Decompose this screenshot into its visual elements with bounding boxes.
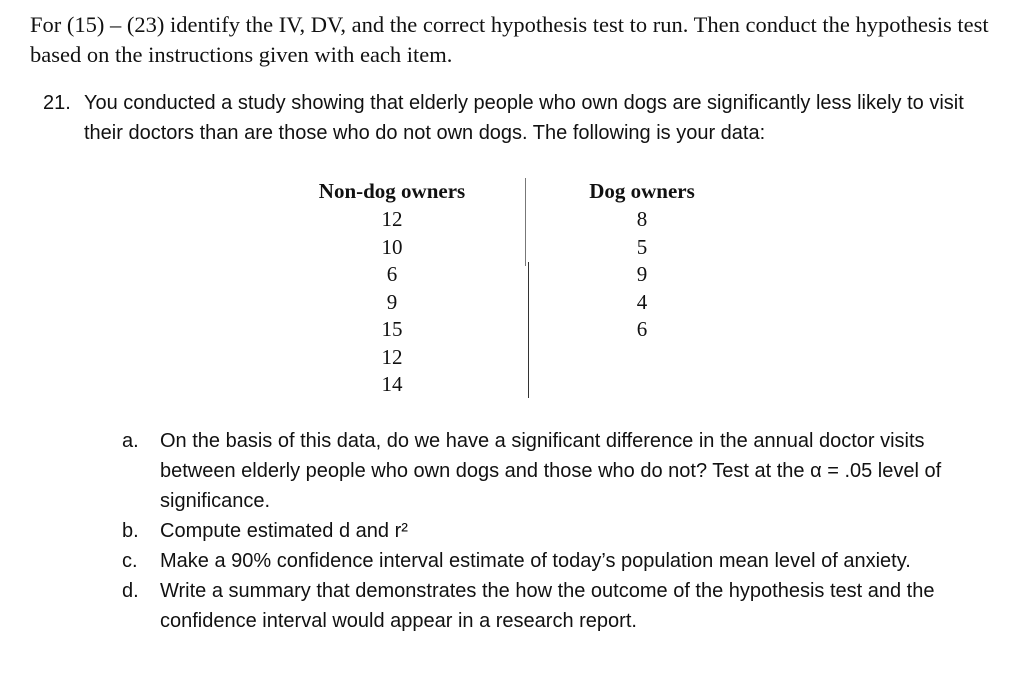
data-value: 14 <box>381 372 403 396</box>
part-letter: d. <box>122 580 139 602</box>
part-b <box>122 516 992 546</box>
part-letter: c. <box>122 550 138 572</box>
data-value: 12 <box>381 344 403 369</box>
column-divider <box>525 178 526 266</box>
part-c <box>122 546 992 576</box>
data-value: 9 <box>636 262 648 286</box>
column-divider <box>528 262 529 398</box>
data-value: 10 <box>381 234 403 259</box>
part-text: On the basis of this data, do we have a significant difference in the annual doctor visits between elderly people who own dogs and those who do not? Test at the α = .05 level of significance. <box>160 430 942 512</box>
question-parts <box>122 426 992 636</box>
part-d <box>122 576 992 636</box>
data-value: 4 <box>636 289 648 314</box>
data-table <box>280 176 740 401</box>
dog-owners-header: Dog owners <box>589 179 695 203</box>
problem-number: 21. <box>43 92 71 114</box>
non-dog-owners-header: Non-dog owners <box>318 179 466 203</box>
part-text: Make a 90% confidence interval estimate of today’s population mean level of anxiety. <box>160 550 911 572</box>
part-letter: b. <box>122 520 139 542</box>
problem-text: You conducted a study showing that elderly people who own dogs are significantly less likely to visit their doctors than are those who do not own dogs. The following is your data: <box>84 92 964 144</box>
part-letter: a. <box>122 430 139 452</box>
non-dog-owners-column <box>292 176 492 399</box>
part-text: Compute estimated d and r² <box>160 520 408 542</box>
data-value: 8 <box>636 207 648 231</box>
data-value: 6 <box>386 262 398 286</box>
data-value: 15 <box>381 317 403 341</box>
data-value: 9 <box>386 289 398 314</box>
data-value: 5 <box>636 234 648 259</box>
part-text: Write a summary that demonstrates the how the outcome of the hypothesis test and the confidence interval would appear in a research report. <box>160 580 935 632</box>
data-value: 6 <box>636 317 648 341</box>
dog-owners-column <box>542 176 742 344</box>
part-a <box>122 426 992 516</box>
problem-statement <box>43 88 978 148</box>
instructions-paragraph: For (15) – (23) identify the IV, DV, and the correct hypothesis test to run. Then conduct the hypothesis test based on the instructions given with each item. <box>30 12 989 67</box>
data-value: 12 <box>381 207 403 231</box>
